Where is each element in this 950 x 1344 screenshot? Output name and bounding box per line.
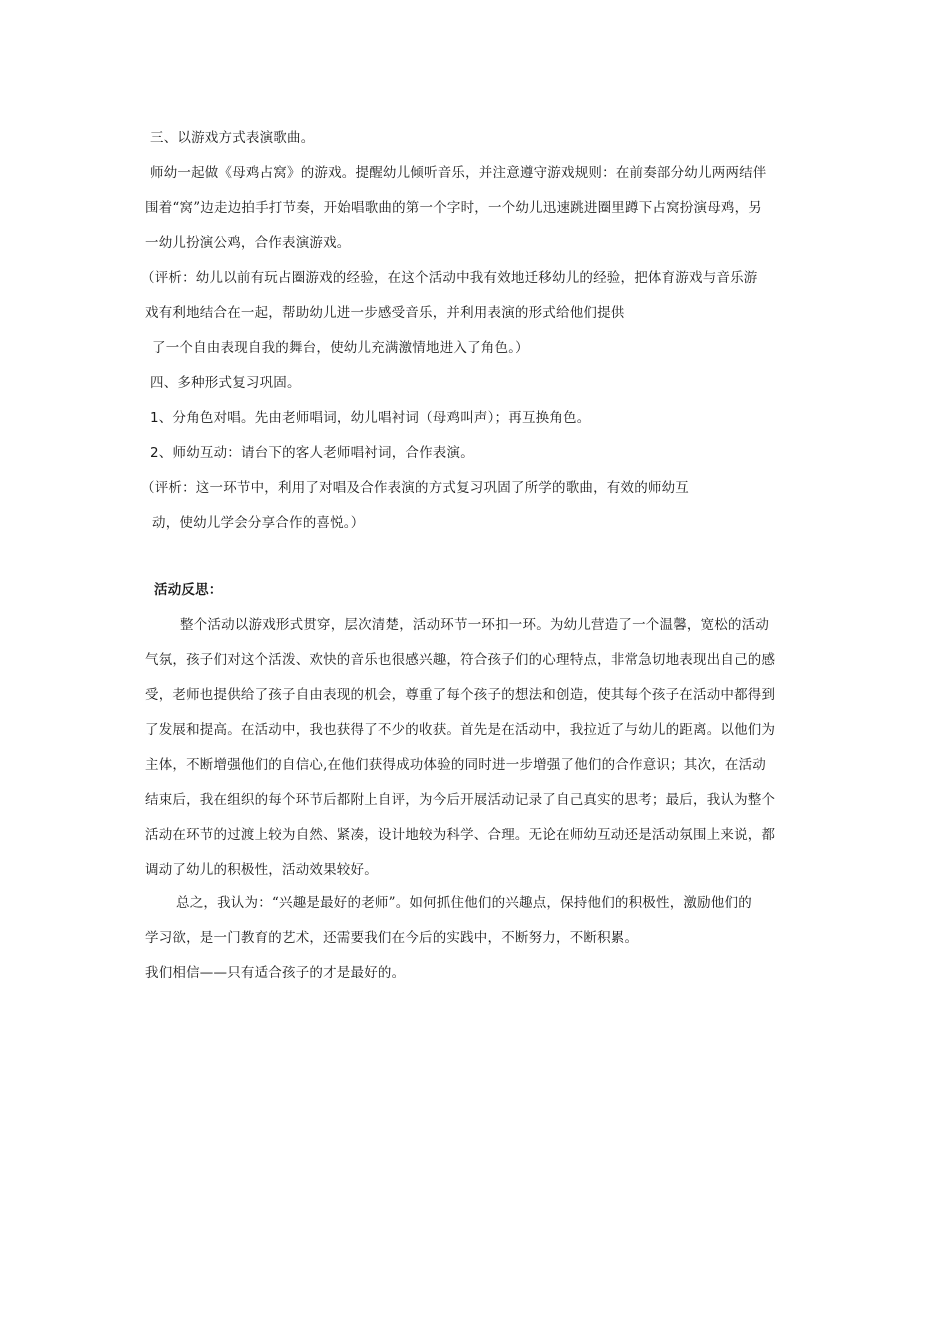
reflection-paragraph-line: 结束后，我在组织的每个环节后都附上自评，为今后开展活动记录了自己真实的思考；最后，我认为整个: [145, 792, 776, 808]
reflection-paragraph-line: 气氛，孩子们对这个活泼、欢快的音乐也很感兴趣，符合孩子们的心理特点，非常急切地表现出自己的感: [145, 652, 776, 668]
section-3-paragraph-line: 一幼儿扮演公鸡，合作表演游戏。: [145, 235, 351, 251]
section-3-paragraph-line: 围着“窝”边走边拍手打节奏，开始唱歌曲的第一个字时，一个幼儿迅速跳进圈里蹲下占窝扮演母鸡，另: [145, 200, 763, 216]
section-4-evaluation-line: 动，使幼儿学会分享合作的喜悦。）: [152, 515, 365, 531]
reflection-paragraph-line: 学习欲，是一门教育的艺术，还需要我们在今后的实践中，不断努力，不断积累。: [145, 930, 639, 946]
list-item-text: 师幼互动：请台下的客人老师唱衬词，合作表演。: [172, 445, 474, 461]
list-item: [150, 443, 474, 463]
list-item: [150, 408, 590, 428]
list-item-number: 2、: [150, 445, 173, 461]
reflection-paragraph-line: 活动在环节的过渡上较为自然、紧凑，设计地较为科学、合理。无论在师幼互动还是活动氛围上来说，都: [145, 827, 776, 843]
reflection-paragraph-line: 调动了幼儿的积极性，活动效果较好。: [145, 862, 378, 878]
section-4-evaluation-line: （评析：这一环节中，利用了对唱及合作表演的方式复习巩固了所学的歌曲，有效的师幼互: [141, 480, 689, 496]
reflection-paragraph-line: 主体，不断增强他们的自信心,在他们获得成功体验的同时进一步增强了他们的合作意识；其次，在活动: [145, 757, 766, 773]
section-3-paragraph-line: 师幼一起做《母鸡占窝》的游戏。提醒幼儿倾听音乐，并注意遵守游戏规则：在前奏部分幼儿两两结伴: [150, 165, 767, 181]
reflection-paragraph-line: 受，老师也提供给了孩子自由表现的机会，尊重了每个孩子的想法和创造，使其每个孩子在活动中都得到: [145, 687, 776, 703]
list-item-text: 分角色对唱。先由老师唱词，幼儿唱衬词（母鸡叫声）；再互换角色。: [172, 410, 591, 426]
reflection-paragraph-line: 总之，我认为：“兴趣是最好的老师”。如何抓住他们的兴趣点，保持他们的积极性，激励他们的: [176, 895, 752, 911]
section-3-heading: 三、以游戏方式表演歌曲。: [150, 130, 315, 146]
reflection-paragraph-line: 整个活动以游戏形式贯穿，层次清楚，活动环节一环扣一环。为幼儿营造了一个温馨，宽松的活动: [180, 617, 770, 633]
list-item-number: 1、: [150, 410, 173, 426]
reflection-paragraph-line: 了发展和提高。在活动中，我也获得了不少的收获。首先是在活动中，我拉近了与幼儿的距离。以他们为: [145, 722, 776, 738]
section-3-evaluation-line: （评析：幼儿以前有玩占圈游戏的经验，在这个活动中我有效地迁移幼儿的经验，把体育游戏与音乐游: [141, 270, 758, 286]
reflection-heading: 活动反思：: [154, 582, 223, 598]
section-3-evaluation-line: 了一个自由表现自我的舞台，使幼儿充满激情地进入了角色。）: [152, 340, 529, 356]
section-4-heading: 四、多种形式复习巩固。: [150, 375, 301, 391]
reflection-closing-line: 我们相信——只有适合孩子的才是最好的。: [145, 965, 406, 981]
section-3-evaluation-line: 戏有利地结合在一起，帮助幼儿进一步感受音乐，并利用表演的形式给他们提供: [145, 305, 625, 321]
